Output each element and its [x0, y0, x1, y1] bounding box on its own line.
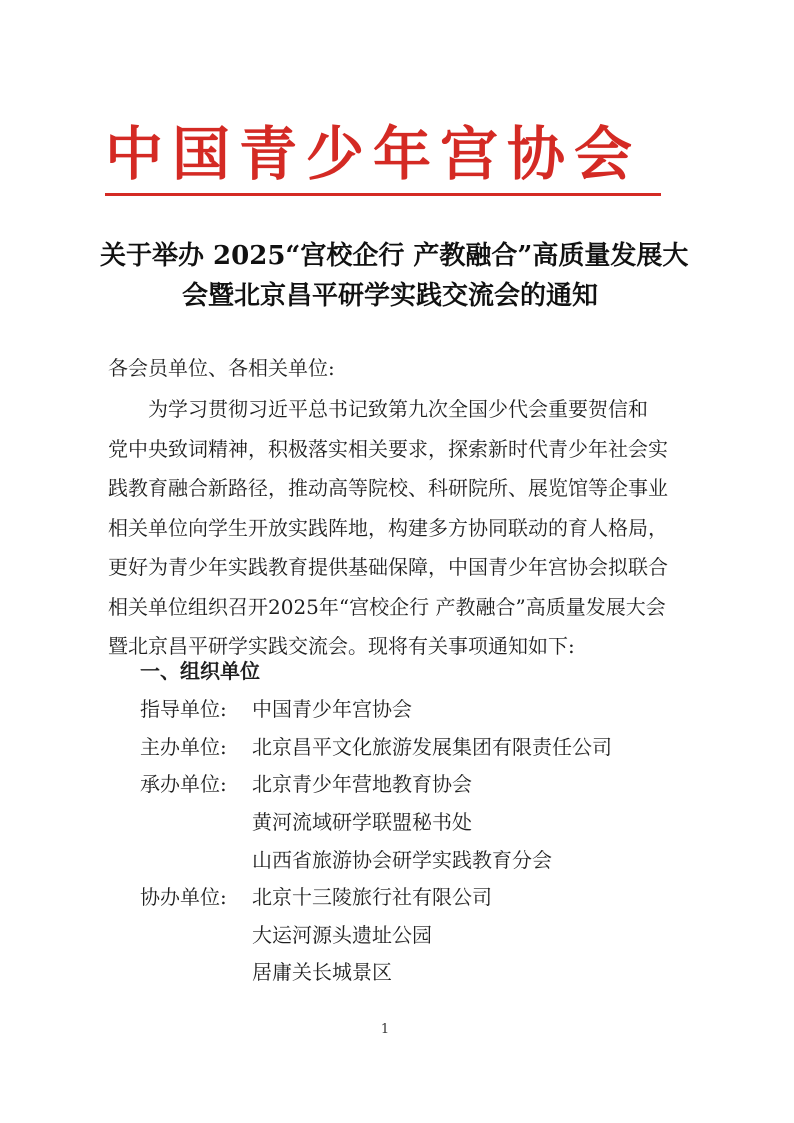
- header-divider: [105, 193, 661, 196]
- host-unit-value: 北京昌平文化旅游发展集团有限责任公司: [252, 735, 612, 759]
- intro-line: 践教育融合新路径，推动高等院校、科研院所、展览馆等企事业: [108, 476, 668, 500]
- intro-line: 为学习贯彻习近平总书记致第九次全国少代会重要贺信和: [148, 397, 648, 421]
- organizer-unit-value: 北京青少年营地教育协会: [252, 772, 472, 796]
- coorganizer-unit-value: 北京十三陵旅行社有限公司: [252, 885, 492, 909]
- coorganizer-unit-label: 协办单位:: [140, 885, 227, 909]
- intro-line: 党中央致词精神，积极落实相关要求，探索新时代青少年社会实: [108, 436, 668, 461]
- title-line-2: 会暨北京昌平研学实践交流会的通知: [181, 281, 598, 311]
- title-line-1: 关于举办 2025“宫校企行 产教融合”高质量发展大: [100, 241, 689, 271]
- section-heading-organizers: 一、组织单位: [140, 659, 260, 683]
- salutation: 各会员单位、各相关单位:: [108, 356, 335, 380]
- guide-unit-row: [140, 692, 412, 726]
- intro-paragraph: [108, 390, 668, 667]
- organizer-unit-label: 承办单位:: [140, 772, 227, 796]
- guide-unit-value: 中国青少年宫协会: [252, 697, 412, 721]
- organization-header: 中国青少年宫协会: [105, 120, 642, 188]
- host-unit-label: 主办单位:: [140, 735, 227, 759]
- coorganizer-unit-row: [140, 880, 492, 914]
- host-unit-row: [140, 730, 612, 764]
- intro-line: 相关单位向学生开放实践阵地，构建多方协同联动的育人格局，: [108, 515, 668, 540]
- organizer-unit-row: [140, 767, 472, 801]
- notice-title: [100, 236, 689, 316]
- intro-line: 暨北京昌平研学实践交流会。现将有关事项通知如下:: [108, 634, 575, 658]
- intro-line: 相关单位组织召开2025年“宫校企行 产教融合”高质量发展大会: [108, 594, 666, 619]
- guide-unit-label: 指导单位:: [140, 697, 227, 721]
- organizer-unit-value: 黄河流域研学联盟秘书处: [252, 810, 472, 834]
- organizer-unit-value: 山西省旅游协会研学实践教育分会: [252, 848, 552, 872]
- coorganizer-unit-value: 居庸关长城景区: [252, 960, 392, 984]
- intro-line: 更好为青少年实践教育提供基础保障，中国青少年宫协会拟联合: [108, 555, 668, 579]
- page-number: 1: [380, 1022, 390, 1037]
- coorganizer-unit-value: 大运河源头遗址公园: [252, 923, 432, 947]
